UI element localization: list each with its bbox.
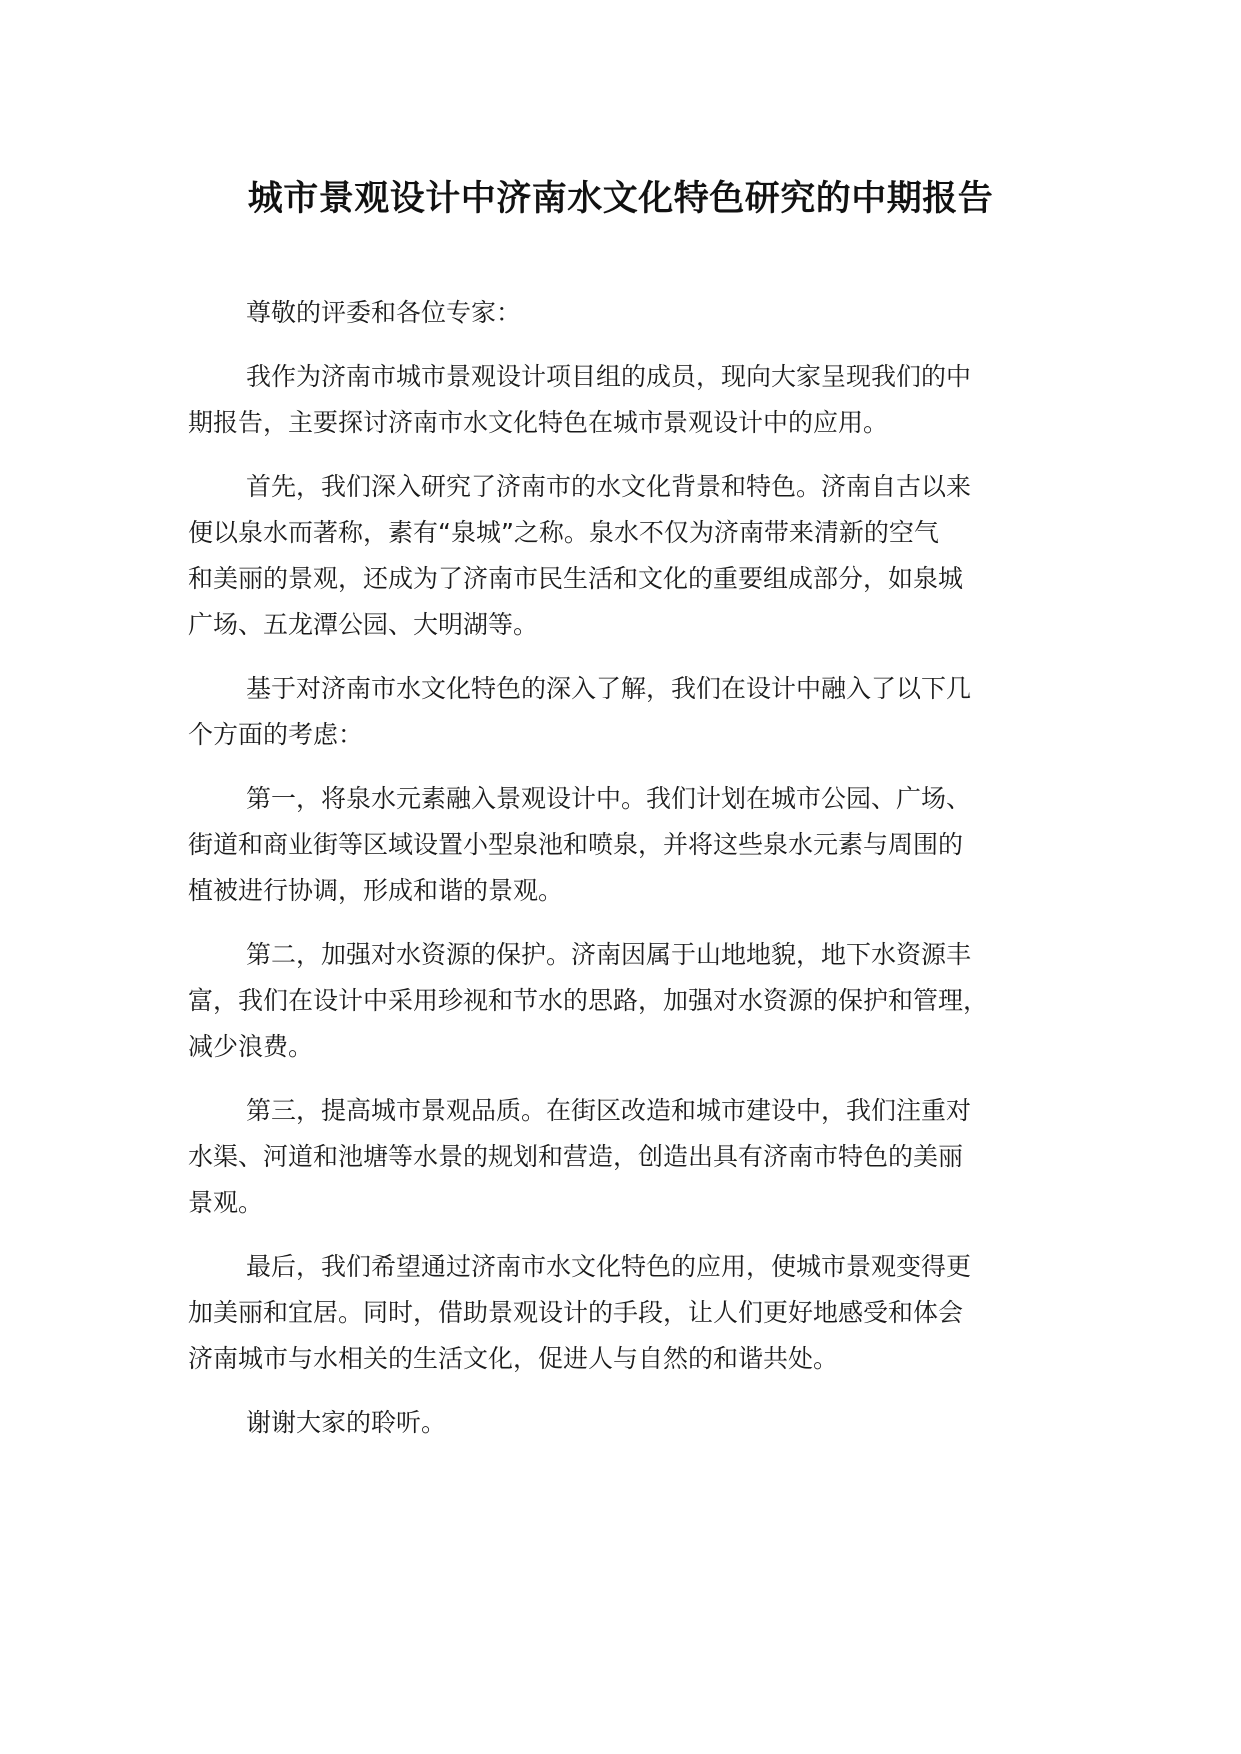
text-line: 便以泉水而著称，素有“泉城”之称。泉水不仅为济南带来清新的空气: [188, 518, 939, 547]
text-line: 街道和商业街等区域设置小型泉池和喷泉，并将这些泉水元素与周围的: [188, 830, 964, 859]
text-line: 我作为济南市城市景观设计项目组的成员，现向大家呈现我们的中: [246, 362, 972, 391]
text-line: 个方面的考虑：: [188, 720, 364, 749]
document-body: [188, 290, 1081, 1464]
paragraph-introduction: [188, 354, 1081, 446]
text-line: 水渠、河道和池塘等水景的规划和营造，创造出具有济南市特色的美丽: [188, 1142, 964, 1171]
text-line: 广场、五龙潭公园、大明湖等。: [188, 610, 539, 639]
paragraph-closing: [188, 1400, 1081, 1446]
document-title: 城市景观设计中济南水文化特色研究的中期报告: [247, 179, 994, 219]
text-line: 首先，我们深入研究了济南市的水文化背景和特色。济南自古以来: [246, 472, 972, 501]
paragraph-point-one: [188, 776, 1081, 914]
text-line: 和美丽的景观，还成为了济南市民生活和文化的重要组成部分，如泉城: [188, 564, 964, 593]
paragraph-salutation: [188, 290, 1081, 336]
text-line: 减少浪费。: [188, 1032, 314, 1061]
text-line: 谢谢大家的聆听。: [246, 1408, 447, 1437]
text-line: 景观。: [188, 1188, 264, 1217]
paragraph-point-three: [188, 1088, 1081, 1226]
text-line: 第二，加强对水资源的保护。济南因属于山地地貌，地下水资源丰: [246, 940, 972, 969]
text-line: 济南城市与水相关的生活文化，促进人与自然的和谐共处。: [188, 1344, 839, 1373]
text-line: 加美丽和宜居。同时，借助景观设计的手段，让人们更好地感受和体会: [188, 1298, 964, 1327]
text-line: 植被进行协调，形成和谐的景观。: [188, 876, 564, 905]
text-line: 尊敬的评委和各位专家：: [246, 298, 522, 327]
text-line: 第三，提高城市景观品质。在街区改造和城市建设中，我们注重对: [246, 1096, 972, 1125]
text-line: 基于对济南市水文化特色的深入了解，我们在设计中融入了以下几: [246, 674, 972, 703]
text-line: 最后，我们希望通过济南市水文化特色的应用，使城市景观变得更: [246, 1252, 972, 1281]
paragraph-point-two: [188, 932, 1081, 1070]
text-line: 期报告，主要探讨济南市水文化特色在城市景观设计中的应用。: [188, 408, 889, 437]
paragraph-conclusion: [188, 1244, 1081, 1382]
text-line: 第一，将泉水元素融入景观设计中。我们计划在城市公园、广场、: [246, 784, 972, 813]
paragraph-considerations: [188, 666, 1081, 758]
paragraph-background: [188, 464, 1081, 648]
text-line: 富，我们在设计中采用珍视和节水的思路，加强对水资源的保护和管理，: [188, 986, 989, 1015]
